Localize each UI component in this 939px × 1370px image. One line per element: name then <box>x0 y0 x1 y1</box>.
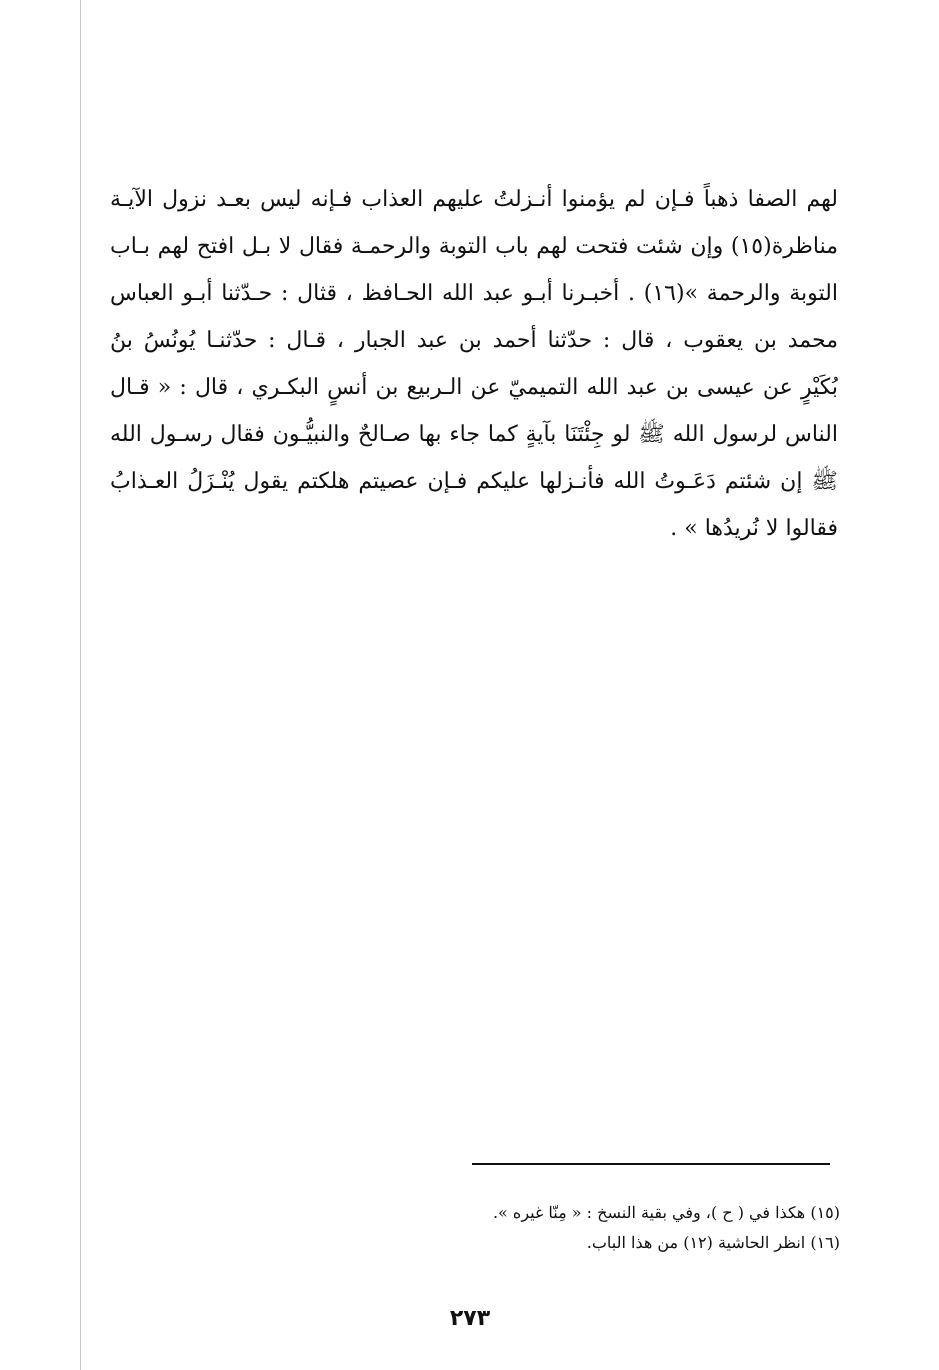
body-line: مناظرة(١٥) وإن شئت فتحت لهم باب التوبة والرحمـة فقال لا بـل افتح لهم بـاب <box>110 234 838 259</box>
body-line: فقالوا لا نُريدُها » . <box>670 516 838 541</box>
body-line: الناس لرسول الله ﷺ لو جِئْتَنَا بآيةٍ كما جاء بها صـالحٌ والنبيُّـون فقال رسـول الله <box>110 422 838 447</box>
page-body <box>110 176 838 552</box>
body-line: لهم الصفا ذهباً فـإن لم يؤمنوا أنـزلتُ عليهم العذاب فـإنه ليس بعـد نزول الآيـة <box>110 187 838 212</box>
footnotes <box>360 1198 840 1258</box>
body-line: محمد بن يعقوب ، قال : حدّثنا أحمد بن عبد الجبار ، قـال : حدّثنـا يُونُسُ بنُ <box>110 328 838 353</box>
page-number: ٢٧٣ <box>449 1306 491 1331</box>
page-binding-edge <box>80 0 81 1370</box>
footnote-divider <box>472 1163 830 1165</box>
main-paragraph <box>110 176 838 552</box>
footnote-15: (١٥) هكذا في ( ح )، وفي بقية النسخ : « مِنّا غيره ». <box>492 1203 840 1222</box>
body-line: ﷺ إن شئتم دَعَـوتُ الله فأنـزلها عليكم فـإن عصيتم هلكتم يقول يُنْـزَلُ العـذابُ <box>110 469 838 494</box>
body-line: التوبة والرحمة »(١٦) . أخبـرنا أبـو عبد الله الحـافظ ، قثال : حـدّثنا أبـو العباس <box>110 281 838 306</box>
body-line: بُكَيْرٍ عن عيسى بن عبد الله التميميّ عن الـربيع بن أنسٍ البكـري ، قال : « قـال <box>110 375 838 400</box>
footnote-16: (١٦) انظر الحاشية (١٢) من هذا الباب. <box>586 1233 840 1252</box>
